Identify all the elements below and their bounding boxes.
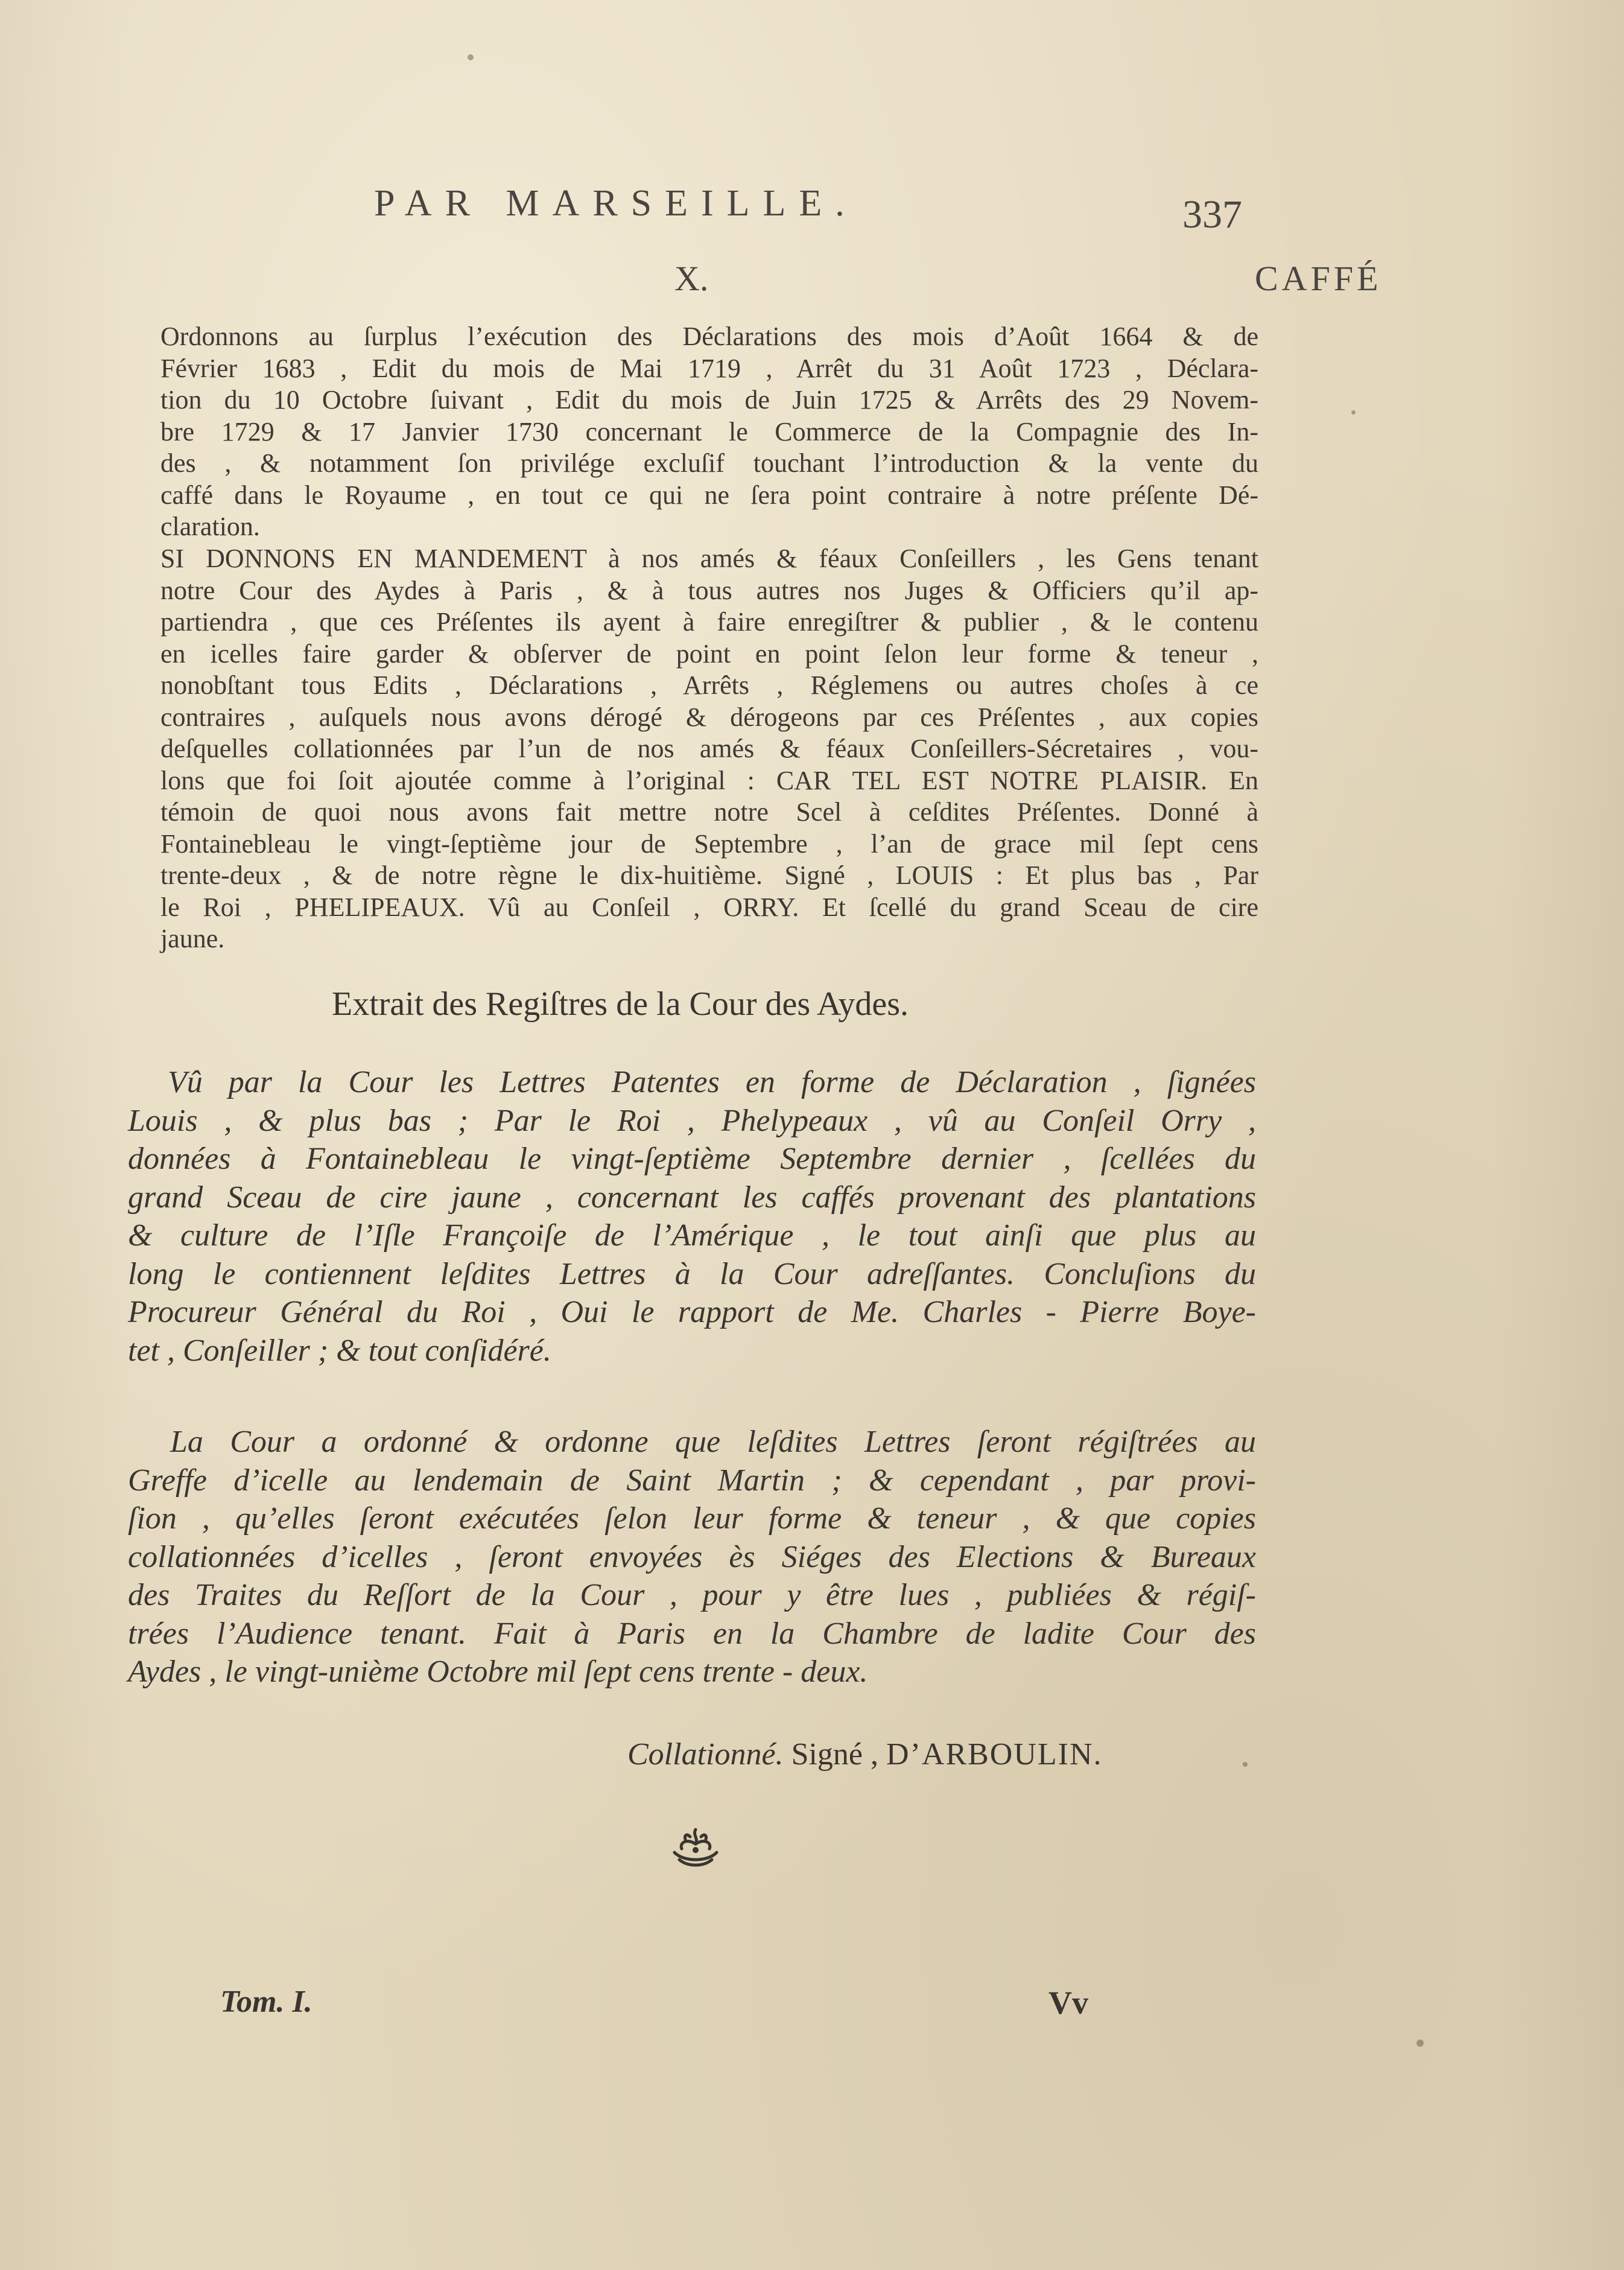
text-line: deſquelles collationnées par l’un de nos amés & féaux Conſeillers-Sécretaires , vou- xyxy=(160,734,1258,763)
text-line: notre Cour des Aydes à Paris , & à tous autres nos Juges & Officiers qu’il ap- xyxy=(160,575,1258,605)
text-line: Ordonnons au ſurplus l’exécution des Déclarations des mois d’Août 1664 & de xyxy=(160,322,1258,351)
extract-heading: Extrait des Regiſtres de la Cour des Aydes. xyxy=(332,985,909,1023)
fleuron-ornament-icon xyxy=(668,1825,723,1871)
text-line: en icelles faire garder & obſerver de point en point ſelon leur forme & teneur , xyxy=(160,638,1258,669)
text-line: Greffe d’icelle au lendemain de Saint Martin ; & cependant , par provi- xyxy=(128,1463,1256,1498)
text-line: collationnées d’icelles , ſeront envoyées ès Siéges des Elections & Bureaux xyxy=(128,1539,1256,1574)
text-line: Février 1683 , Edit du mois de Mai 1719 , Arrêt du 31 Août 1723 , Déclara- xyxy=(160,353,1258,383)
text-line: partiendra , que ces Préſentes ils ayent à faire enregiſtrer & publier , & le contenu xyxy=(160,607,1258,637)
signature-label: Collationné. xyxy=(627,1737,784,1772)
text-line: trente-deux , & de notre règne le dix-huitième. Signé , LOUIS : Et plus bas , Par xyxy=(160,860,1258,890)
text-line: nonobſtant tous Edits , Déclarations , Arrêts , Réglemens ou autres choſes à ce xyxy=(160,670,1258,700)
paper-speck xyxy=(1243,1762,1248,1767)
text-line: & culture de l’Iſle Françoiſe de l’Amérique , le tout ainſi que plus au xyxy=(128,1218,1256,1253)
text-line: données à Fontainebleau le vingt-ſeptième Septembre dernier , ſcellées du xyxy=(128,1142,1256,1176)
text-line: tet , Conſeiller ; & tout conſidéré. xyxy=(128,1333,551,1368)
mandement-paragraph xyxy=(160,543,1258,955)
signature-signe: Signé , xyxy=(791,1737,879,1772)
text-line: jaune. xyxy=(160,924,225,953)
text-line: des Traites du Reſſort de la Cour , pour y être lues , publiées & régiſ- xyxy=(128,1578,1256,1612)
text-line: Vû par la Cour les Lettres Patentes en forme de Déclaration , ſignées xyxy=(168,1065,1256,1099)
text-line: Louis , & plus bas ; Par le Roi , Phelypeaux , vû au Conſeil Orry , xyxy=(128,1103,1256,1138)
signature-name: D’ARBOULIN. xyxy=(886,1737,1103,1772)
text-line: La Cour a ordonné & ordonne que leſdites Lettres ſeront régiſtrées au xyxy=(170,1425,1256,1459)
extract-paragraph-2 xyxy=(128,1423,1256,1691)
text-line: Procureur Général du Roi , Oui le rapport de Me. Charles - Pierre Boye- xyxy=(128,1295,1256,1329)
margin-note: CAFFÉ xyxy=(1255,259,1382,298)
text-line: témoin de quoi nous avons fait mettre notre Scel à ceſdites Préſentes. Donné à xyxy=(160,797,1258,827)
article-paragraph xyxy=(160,321,1258,543)
text-line: ſion , qu’elles ſeront exécutées ſelon leur forme & teneur , & que copies xyxy=(128,1501,1256,1536)
text-line: le Roi , PHELIPEAUX. Vû au Conſeil , ORRY. Et ſcellé du grand Sceau de cire xyxy=(160,892,1258,922)
signature-line xyxy=(627,1737,1103,1772)
text-line: SI DONNONS EN MANDEMENT à nos amés & féaux Conſeillers , les Gens tenant xyxy=(160,544,1258,573)
text-line: lons que foi ſoit ajoutée comme à l’original : CAR TEL EST NOTRE PLAISIR. En xyxy=(160,765,1258,795)
paper-speck xyxy=(1416,2040,1424,2047)
paper-speck xyxy=(1351,410,1356,415)
page-number: 337 xyxy=(1182,192,1242,237)
running-title: PAR MARSEILLE. xyxy=(374,183,858,224)
signature-mark: Vv xyxy=(1048,1985,1088,2021)
text-line: caffé dans le Royaume , en tout ce qui ne ſera point contraire à notre préſente Dé- xyxy=(160,480,1258,510)
text-line: contraires , auſquels nous avons dérogé & dérogeons par ces Préſentes , aux copies xyxy=(160,702,1258,732)
text-line: tion du 10 Octobre ſuivant , Edit du mois de Juin 1725 & Arrêts des 29 Novem- xyxy=(160,385,1258,415)
text-line: trées l’Audience tenant. Fait à Paris en la Chambre de ladite Cour des xyxy=(128,1616,1256,1651)
extract-paragraph-1 xyxy=(128,1063,1256,1370)
text-line: claration. xyxy=(160,512,260,541)
text-line: grand Sceau de cire jaune , concernant les caffés provenant des plantations xyxy=(128,1180,1256,1215)
text-line: Aydes , le vingt-unième Octobre mil ſept cens trente - deux. xyxy=(128,1655,868,1689)
text-line: long le contiennent leſdites Lettres à la Cour adreſſantes. Concluſions du xyxy=(128,1256,1256,1291)
text-line: Fontainebleau le vingt-ſeptième jour de Septembre , l’an de grace mil ſept cens xyxy=(160,828,1258,859)
section-number: X. xyxy=(674,259,709,298)
text-line: des , & notamment ſon privilége excluſif touchant l’introduction & la vente du xyxy=(160,448,1258,478)
paper-speck xyxy=(468,54,474,60)
text-line: bre 1729 & 17 Janvier 1730 concernant le Commerce de la Compagnie des In- xyxy=(160,416,1258,447)
paper-speck xyxy=(820,649,824,652)
volume-mark: Tom. I. xyxy=(220,1985,312,2019)
